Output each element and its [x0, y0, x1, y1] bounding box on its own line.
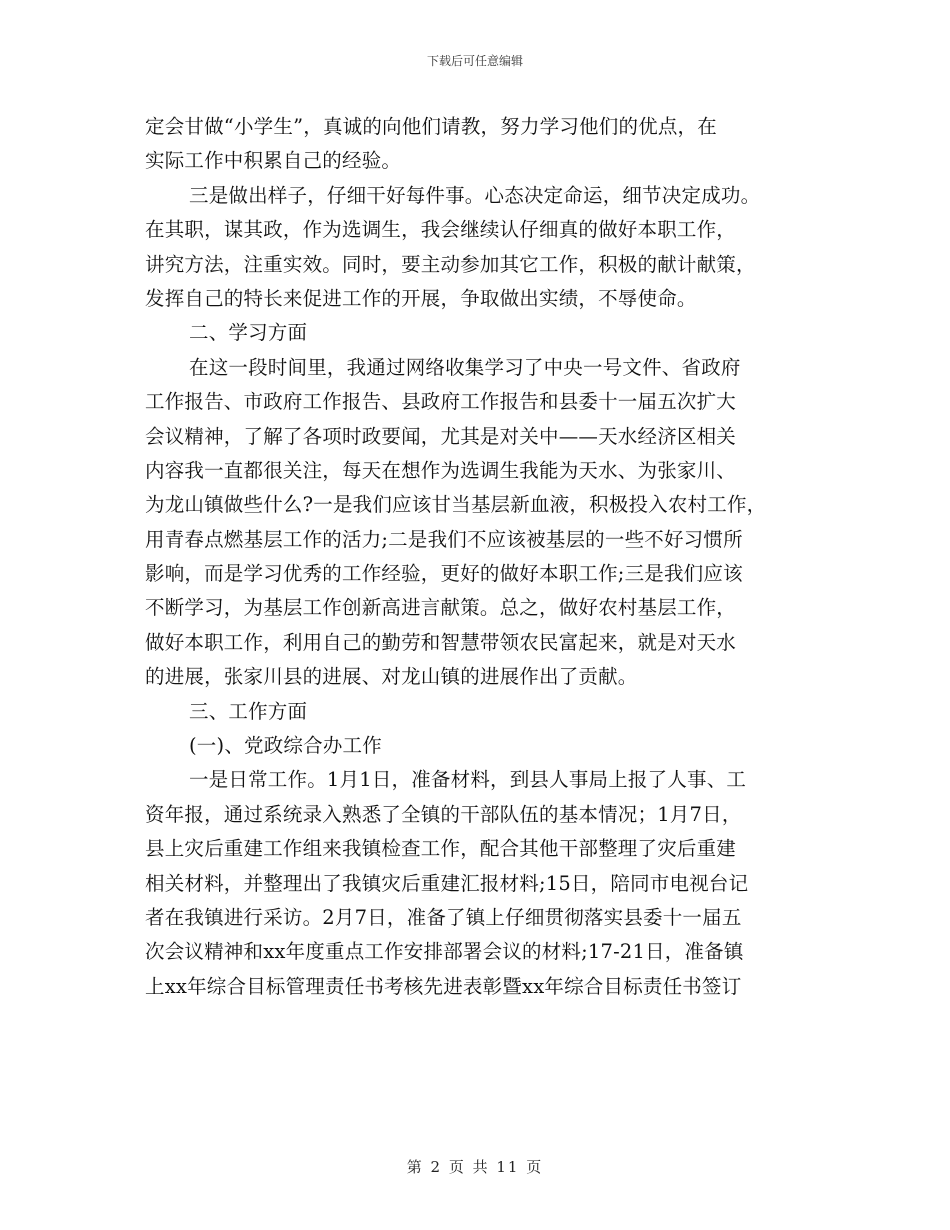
page-footer: 第 2 页 共 11 页	[406, 1158, 544, 1176]
text-line-26: 上xx年综合目标管理责任书考核先进表彰暨xx年综合目标责任书签订	[145, 974, 742, 998]
text-line-8: 在这一段时间里，我通过网络收集学习了中央一号文件、省政府	[189, 355, 741, 379]
text-line-17: 的进展，张家川县的进展、对龙山镇的进展作出了贡献。	[145, 665, 638, 689]
document-body	[145, 110, 820, 1004]
section-heading-work: 三、工作方面	[189, 699, 308, 723]
text-line-4: 在其职，谋其政，作为选调生，我会继续认仔细真的做好本职工作，	[145, 218, 737, 242]
text-line-6: 发挥自己的特长来促进工作的开展，争取做出实绩，不辱使命。	[145, 286, 697, 310]
text-line-11: 内容我一直都很关注，每天在想作为选调生我能为天水、为张家川、	[145, 458, 737, 482]
text-line-1: 定会甘做“小学生”，真诚的向他们请教，努力学习他们的优点，在	[145, 115, 717, 138]
text-line-12: 为龙山镇做些什么?一是我们应该甘当基层新血液，积极投入农村工作，	[145, 493, 767, 517]
page-header: 下载后可任意编辑	[426, 54, 523, 68]
text-line-5: 讲究方法，注重实效。同时，要主动参加其它工作，积极的献计献策，	[145, 252, 756, 276]
text-line-2: 实际工作中积累自己的经验。	[145, 149, 402, 173]
subsection-heading-office: (一)、党政综合办工作	[189, 734, 382, 758]
text-line-25: 次会议精神和xx年度重点工作安排部署会议的材料;17-21日，准备镇	[145, 940, 744, 964]
text-line-22: 县上灾后重建工作组来我镇检查工作，配合其他干部整理了灾后重建	[145, 837, 737, 861]
section-heading-study: 二、学习方面	[189, 321, 308, 345]
text-line-23: 相关材料，并整理出了我镇灾后重建汇报材料;15日，陪同市电视台记	[145, 871, 749, 895]
text-line-15: 不断学习，为基层工作创新高进言献策。总之，做好农村基层工作，	[145, 596, 737, 620]
text-line-20: 一是日常工作。1月1日，准备材料，到县人事局上报了人事、工	[189, 768, 747, 792]
text-line-14: 影响，而是学习优秀的工作经验，更好的做好本职工作;三是我们应该	[145, 562, 743, 586]
text-line-24: 者在我镇进行采访。2月7日，准备了镇上仔细贯彻落实县委十一届五	[145, 905, 742, 929]
text-line-3: 三是做出样子，仔细干好每件事。心态决定命运，细节决定成功。	[189, 183, 761, 207]
text-line-10: 会议精神，了解了各项时政要闻，尤其是对关中——天水经济区相关	[145, 424, 737, 448]
text-line-9: 工作报告、市政府工作报告、县政府工作报告和县委十一届五次扩大	[145, 390, 737, 414]
text-line-16: 做好本职工作，利用自己的勤劳和智慧带领农民富起来，就是对天水	[145, 630, 737, 654]
text-line-21: 资年报，通过系统录入熟悉了全镇的干部队伍的基本情况；1月7日，	[145, 802, 742, 826]
text-line-13: 用青春点燃基层工作的活力;二是我们不应该被基层的一些不好习惯所	[145, 527, 743, 551]
